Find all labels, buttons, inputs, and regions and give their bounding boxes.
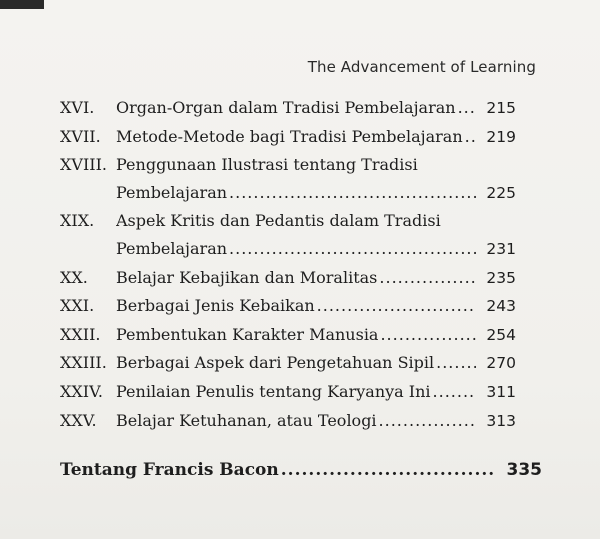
toc-entry-francis-bacon — [60, 460, 542, 480]
page-edge-shadow — [0, 0, 44, 9]
chapter-title: Penilaian Penulis tentang Karyanya Ini — [116, 381, 431, 401]
section-title: Tentang Francis Bacon — [60, 460, 279, 480]
chapter-title: Belajar Kebajikan dan Moralitas — [116, 267, 378, 287]
chapter-number: XXIV. — [60, 381, 103, 401]
chapter-number: XVI. — [60, 98, 95, 117]
dot-leader — [458, 94, 476, 122]
toc-entry-xxiii — [60, 349, 516, 378]
chapter-title: Aspek Kritis dan Pedantis dalam Tradisi — [116, 211, 441, 231]
dot-leader — [229, 179, 476, 207]
dot-leader — [380, 321, 476, 349]
toc-entry-xxi — [60, 292, 516, 321]
chapter-title-continued: Pembelajaran — [116, 238, 228, 258]
toc-entry-xxii — [60, 321, 516, 350]
dot-leader — [379, 407, 476, 435]
dot-leader — [379, 264, 476, 292]
page-number: 231 — [486, 239, 516, 258]
table-of-contents — [60, 94, 516, 435]
chapter-title: Berbagai Aspek dari Pengetahuan Sipil — [116, 353, 435, 373]
chapter-title: Penggunaan Ilustrasi tentang Tradisi — [116, 155, 418, 175]
chapter-number: XXV. — [60, 410, 97, 430]
chapter-number: XX. — [60, 267, 88, 287]
chapter-number: XXII. — [60, 324, 101, 344]
chapter-title: Metode-Metode bagi Tradisi Pembelajaran — [116, 126, 463, 146]
dot-leader — [229, 235, 476, 263]
page-number: 311 — [486, 382, 516, 401]
toc-entry-xvi — [60, 94, 516, 123]
chapter-number: XVIII. — [60, 155, 107, 175]
page-number: 235 — [486, 268, 516, 287]
page-number: 254 — [486, 325, 516, 344]
toc-entry-xvii — [60, 123, 516, 152]
page-number: 335 — [506, 460, 542, 480]
page-number: 313 — [486, 411, 516, 430]
toc-entry-xxiv — [60, 378, 516, 407]
chapter-number: XIX. — [60, 211, 95, 231]
dot-leader — [317, 292, 476, 320]
page-number: 215 — [486, 99, 516, 117]
chapter-title: Belajar Ketuhanan, atau Teologi — [116, 410, 377, 430]
running-head: The Advancement of Learning — [307, 58, 536, 76]
page-number: 219 — [486, 127, 516, 146]
chapter-title: Berbagai Jenis Kebaikan — [116, 296, 315, 316]
chapter-title-continued: Pembelajaran — [116, 182, 228, 202]
toc-entry-xviii — [60, 151, 516, 207]
toc-entry-xix — [60, 207, 516, 263]
dot-leader — [281, 460, 496, 480]
chapter-number: XXIII. — [60, 353, 107, 373]
chapter-number: XVII. — [60, 126, 101, 146]
chapter-title: Organ-Organ dalam Tradisi Pembelajaran — [116, 98, 456, 117]
page-number: 225 — [486, 183, 516, 202]
dot-leader — [465, 123, 476, 151]
dot-leader — [433, 378, 476, 406]
toc-entry-xx — [60, 264, 516, 293]
dot-leader — [436, 349, 476, 377]
page-number: 243 — [486, 297, 516, 316]
page-number: 270 — [486, 354, 516, 373]
chapter-number: XXI. — [60, 296, 95, 316]
chapter-title: Pembentukan Karakter Manusia — [116, 324, 379, 344]
toc-entry-xxv — [60, 407, 516, 436]
